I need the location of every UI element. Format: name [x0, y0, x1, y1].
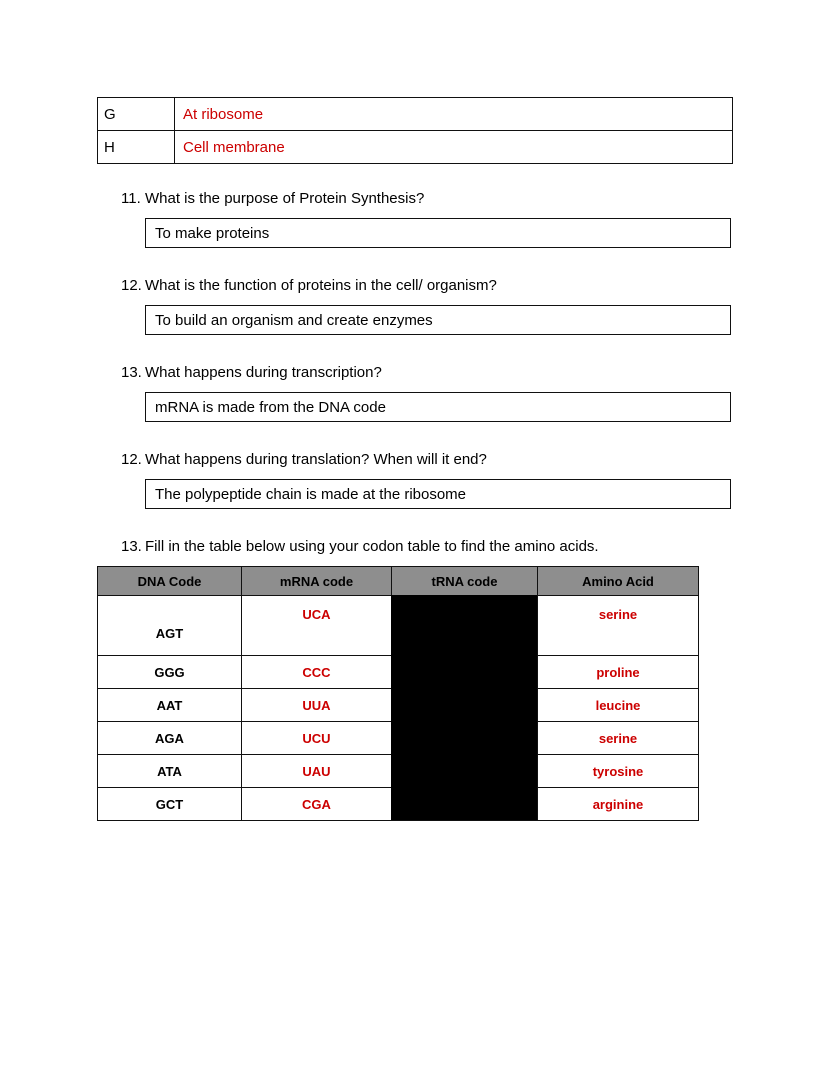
dna-code-cell: AGA — [98, 721, 241, 754]
question-number: 11. — [121, 190, 141, 207]
table-row — [98, 787, 698, 820]
mrna-code-cell: CGA — [241, 787, 391, 820]
question-text: What happens during transcription? — [145, 364, 382, 381]
question-13-codon — [121, 538, 599, 556]
header-amino-acid: Amino Acid — [537, 567, 698, 595]
dna-code-cell: GGG — [98, 655, 241, 688]
table-row — [98, 595, 698, 655]
question-number: 12. — [121, 451, 142, 468]
table-row — [98, 98, 732, 130]
question-11 — [121, 190, 424, 208]
table-row — [98, 721, 698, 754]
dna-code-cell: AGT — [98, 595, 241, 655]
trna-code-cell-redacted — [391, 721, 537, 754]
answer-box-12 — [145, 305, 731, 335]
trna-code-cell-redacted — [391, 595, 537, 655]
table-row — [98, 688, 698, 721]
mrna-code-cell: UCA — [241, 595, 391, 655]
table-row — [98, 754, 698, 787]
table-row — [98, 130, 732, 163]
mrna-code-cell: CCC — [241, 655, 391, 688]
mrna-code-cell: UAU — [241, 754, 391, 787]
question-text: What is the function of proteins in the cell/ organism? — [145, 277, 497, 294]
question-text: Fill in the table below using your codon table to find the amino acids. — [145, 538, 599, 555]
answer-box-13 — [145, 392, 731, 422]
dna-code-cell: AAT — [98, 688, 241, 721]
mrna-code-cell: UUA — [241, 688, 391, 721]
match-answer-h: Cell membrane — [183, 138, 285, 156]
match-letter-g: G — [98, 98, 175, 130]
question-12-translation — [121, 451, 487, 469]
question-text: What happens during translation? When will it end? — [145, 451, 487, 468]
matching-table — [97, 97, 733, 164]
amino-acid-cell: arginine — [537, 787, 698, 820]
header-dna-code: DNA Code — [98, 567, 241, 595]
answer-text: The polypeptide chain is made at the ribosome — [155, 485, 467, 503]
match-letter-h: H — [98, 131, 175, 163]
question-number: 13. — [121, 364, 142, 381]
amino-acid-cell: proline — [537, 655, 698, 688]
answer-text: To build an organism and create enzymes — [155, 311, 433, 329]
answer-box-11 — [145, 218, 731, 248]
amino-acid-cell: serine — [537, 595, 698, 655]
match-answer-g: At ribosome — [183, 105, 264, 123]
header-trna-code: tRNA code — [391, 567, 537, 595]
trna-code-cell-redacted — [391, 688, 537, 721]
answer-box-12-translation — [145, 479, 731, 509]
dna-code-cell: ATA — [98, 754, 241, 787]
mrna-code-cell: UCU — [241, 721, 391, 754]
codon-table — [97, 566, 699, 821]
amino-acid-cell: serine — [537, 721, 698, 754]
question-number: 12. — [121, 277, 142, 294]
table-row — [98, 655, 698, 688]
trna-code-cell-redacted — [391, 754, 537, 787]
question-12 — [121, 277, 497, 295]
question-text: What is the purpose of Protein Synthesis? — [145, 190, 425, 207]
answer-text: To make proteins — [155, 224, 270, 242]
amino-acid-cell: tyrosine — [537, 754, 698, 787]
question-13 — [121, 364, 382, 382]
trna-code-cell-redacted — [391, 787, 537, 820]
question-number: 13. — [121, 538, 142, 555]
codon-table-header-row — [98, 567, 698, 595]
trna-code-cell-redacted — [391, 655, 537, 688]
dna-code-cell: GCT — [98, 787, 241, 820]
answer-text: mRNA is made from the DNA code — [155, 398, 386, 416]
header-mrna-code: mRNA code — [241, 567, 391, 595]
amino-acid-cell: leucine — [537, 688, 698, 721]
